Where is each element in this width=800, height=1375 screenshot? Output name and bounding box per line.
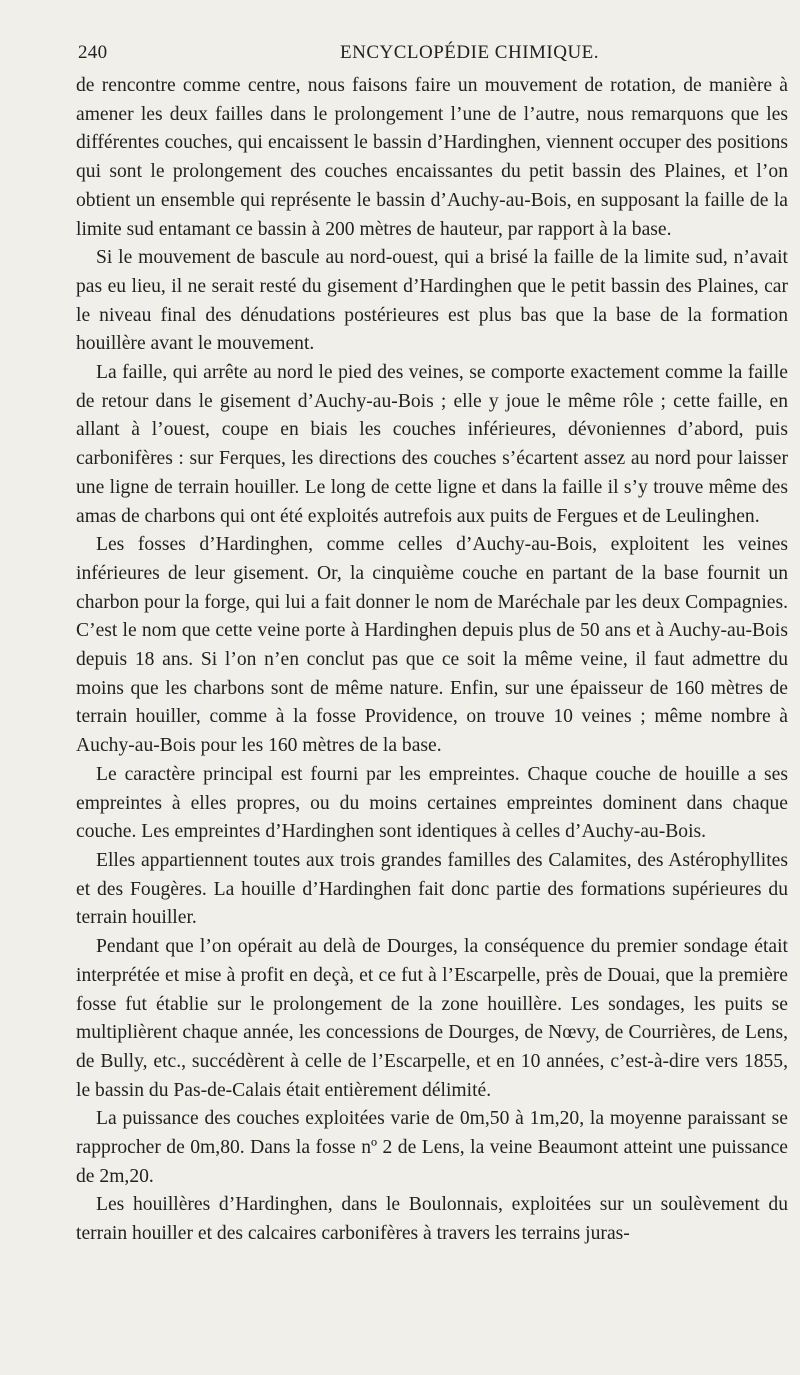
paragraph: de rencontre comme centre, nous faisons faire un mouvement de rotation, de manière à amener les deux failles dans le prolongement l’une de l’autre, nous remarquons que les différentes couches, qui encaissent le bassin d’Hardinghen, viennent occuper des positions qui sont le prolongement des couches encaissantes du petit bassin des Plaines, et l’on obtient un ensemble qui représente le bassin d’Auchy-au-Bois, en supposant la faille de la limite sud entamant ce bassin à 200 mètres de hauteur, par rapport à la base. <box>76 75 788 240</box>
page-header <box>72 38 762 68</box>
paragraph: Le caractère principal est fourni par les empreintes. Chaque couche de houille a ses empreintes à elles propres, ou du moins certaines empreintes dominent dans chaque couche. Les empreintes d’Hardinghen sont identiques à celles d’Auchy-au-Bois. <box>76 763 788 843</box>
page-number: 240 <box>78 42 108 63</box>
paragraph: Pendant que l’on opérait au delà de Dourges, la conséquence du premier sondage était interprétée et mise à profit en deçà, et ce fut à l’Escarpelle, près de Douai, que la première fosse fut établie sur le prolongement de la zone houillère. Les sondages, les puits se multiplièrent chaque année, les concessions de Dourges, de Nœvy, de Courrières, de Lens, de Bully, etc., succédèrent à celle de l’Escarpelle, et en 10 années, c’est-à-dire vers 1855, le bassin du Pas-de-Calais était entièrement délimité. <box>76 936 788 1101</box>
paragraph: Si le mouvement de bascule au nord-ouest, qui a brisé la faille de la limite sud, n’avait pas eu lieu, il ne serait resté du gisement d’Hardinghen que le petit bassin des Plaines, car le niveau final des dénudations postérieures est plus bas que la base de la formation houillère avant le mouvement. <box>76 247 788 355</box>
paragraph: La faille, qui arrête au nord le pied des veines, se comporte exactement comme la faille de retour dans le gisement d’Auchy-au-Bois ; elle y joue le même rôle ; cette faille, en allant à l’ouest, coupe en biais les couches inférieures, dévoniennes d’abord, puis carbonifères : sur Ferques, les directions des couches s’écartent assez au nord pour laisser une ligne de terrain houiller. Le long de cette ligne et dans la faille il s’y trouve même des amas de charbons qui ont été exploités autrefois aux puits de Fergues et de Leulinghen. <box>76 362 788 527</box>
paragraph: Les houillères d’Hardinghen, dans le Boulonnais, exploitées sur un soulèvement du terrain houiller et des calcaires carbonifères à travers les terrains juras- <box>76 1194 788 1245</box>
paragraph: La puissance des couches exploitées varie de 0m,50 à 1m,20, la moyenne paraissant se rapprocher de 0m,80. Dans la fosse nº 2 de Lens, la veine Beaumont atteint une puissance de 2m,20. <box>76 1108 788 1187</box>
paragraph: Les fosses d’Hardinghen, comme celles d’Auchy-au-Bois, exploitent les veines inférieures de leur gisement. Or, la cinquième couche en partant de la base fournit un charbon pour la forge, qui lui a fait donner le nom de Maréchale par les deux Compagnies. C’est le nom que cette veine porte à Hardinghen depuis plus de 50 ans et à Auchy-au-Bois depuis 18 ans. Si l’on n’en conclut pas que ce soit la même veine, il faut admettre du moins que les charbons sont de même nature. Enfin, sur une épaisseur de 160 mètres de terrain houiller, comme à la fosse Providence, on trouve 10 veines ; même nombre à Auchy-au-Bois pour les 160 mètres de la base. <box>76 534 788 757</box>
paragraph: Elles appartiennent toutes aux trois grandes familles des Calamites, des Astérophyllites et des Fougères. La houille d’Hardinghen fait donc partie des formations supérieures du terrain houiller. <box>76 849 788 929</box>
running-title: ENCYCLOPÉDIE CHIMIQUE. <box>340 42 600 63</box>
page-body <box>76 72 788 1249</box>
